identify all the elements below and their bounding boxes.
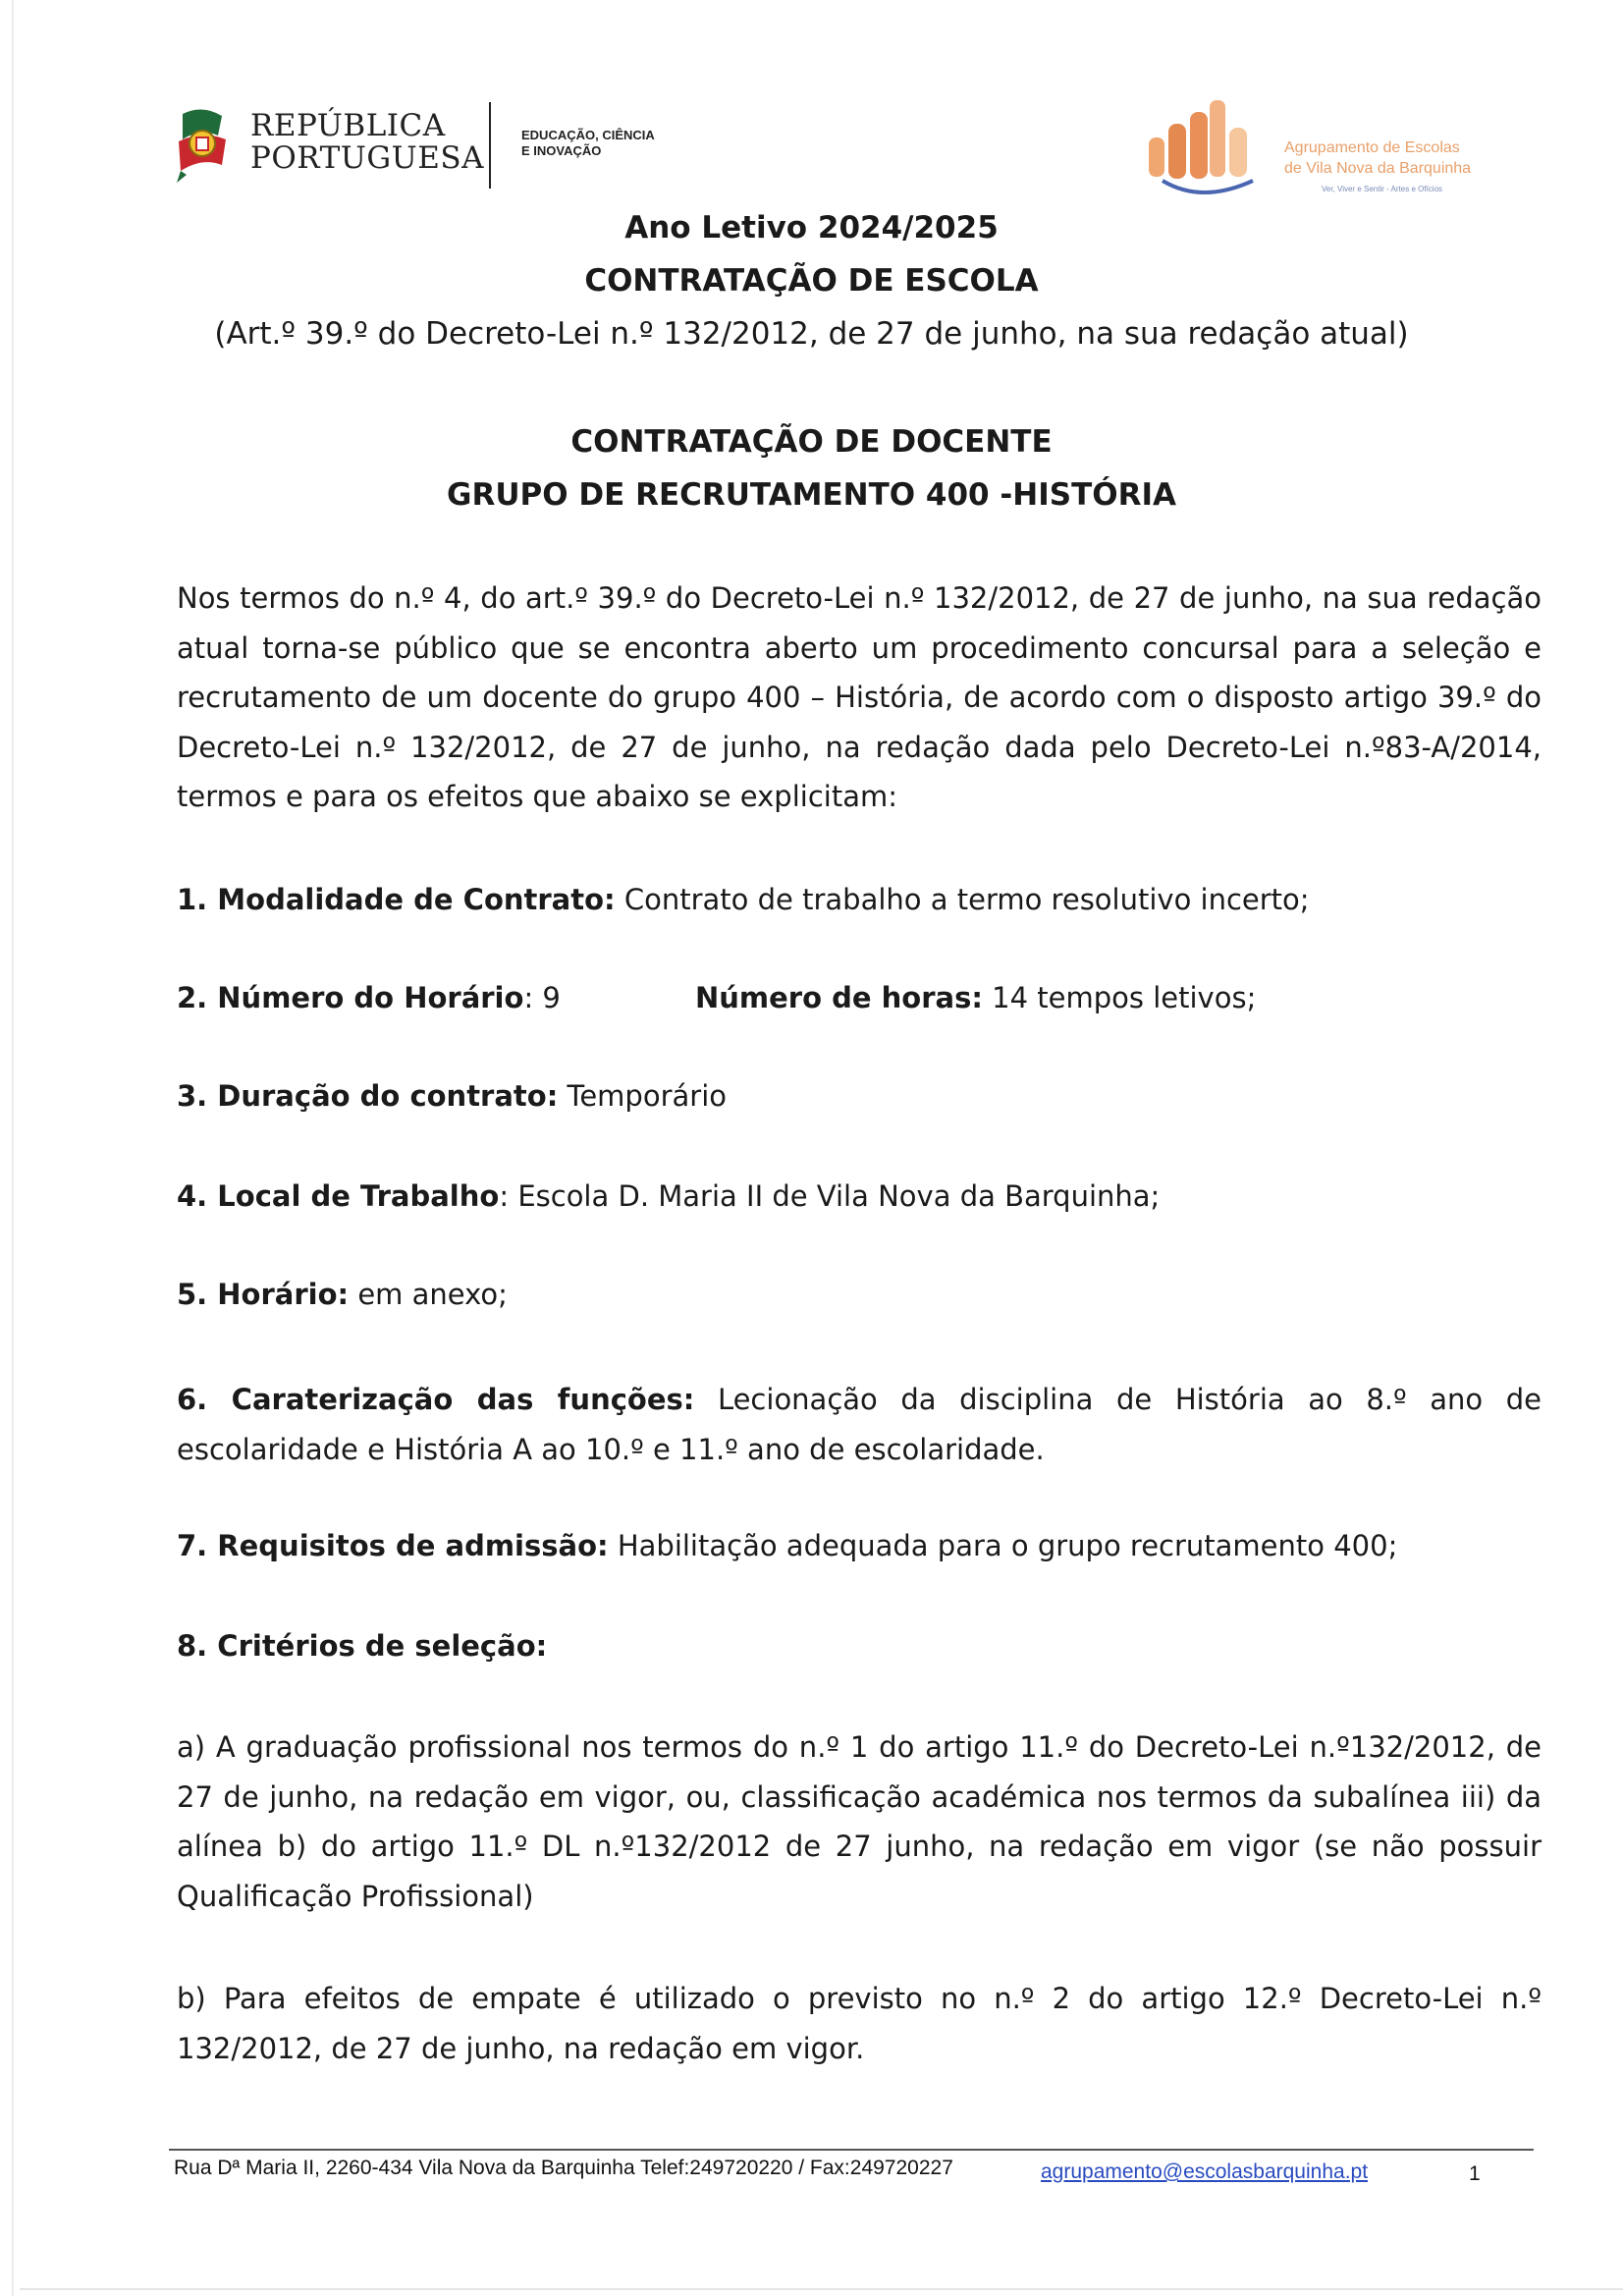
republic-line1: REPÚBLICA [250, 108, 446, 143]
item-value: Temporário [558, 1079, 727, 1113]
footer-address: Rua Dª Maria II, 2260-434 Vila Nova da Barquinha Telef:249720220 / Fax:249720227 [174, 2157, 953, 2179]
ministry-line2: E INOVAÇÃO [521, 143, 602, 158]
school-name-line1: Agrupamento de Escolas [1284, 139, 1460, 156]
item-duration [177, 1076, 1542, 1116]
criterion-a: a) A graduação profissional nos termos do n.º 1 do artigo 11.º do Decreto-Lei n.º132/2012, de 27 de junho, na redação em vigor, ou, classificação académica nos termos da subalínea iii) da alínea b) do artigo 11.º DL n.º132/2012 de 27 junho, na redação em vigor (se não possuir Qualificação Profissional) [177, 1730, 1542, 1913]
page-bottom-edge [20, 2288, 1623, 2290]
contract-title: CONTRATAÇÃO DE ESCOLA [584, 263, 1039, 299]
intro-paragraph: Nos termos do n.º 4, do art.º 39.º do Decreto-Lei n.º 132/2012, de 27 de junho, na sua redação atual torna-se público que se encontra aberto um procedimento concursal para a seleção e recrutamento de um docente do grupo 400 – História, de acordo com o disposto artigo 39.º do Decreto-Lei n.º 132/2012, de 27 de junho, na redação dada pelo Decreto-Lei n.º83-A/2014, termos e para os efeitos que abaixo se explicitam: [177, 581, 1542, 813]
item-label: Número de horas: [695, 981, 983, 1014]
item-label: 3. Duração do contrato: [177, 1079, 559, 1113]
teacher-contract-title: CONTRATAÇÃO DE DOCENTE [570, 424, 1053, 460]
item-requirements [177, 1526, 1542, 1565]
item-label: 5. Horário: [177, 1278, 350, 1311]
ministry-label [521, 128, 655, 159]
school-slogan: Ver, Viver e Sentir - Artes e Ofícios [1322, 185, 1443, 193]
item-value: : 9 [523, 981, 561, 1014]
republic-emblem-icon [173, 106, 240, 185]
footer-rule [169, 2149, 1534, 2151]
item-label: 7. Requisitos de admissão: [177, 1529, 609, 1562]
item-value: Lecionação da disciplina de História ao 8.º ano de escolaridade e História A ao 10.º e 11.º ano de escolaridade. [177, 1383, 1542, 1466]
item-selection-criteria: 8. Critérios de seleção: [177, 1629, 548, 1663]
item-label: 2. Número do Horário [177, 981, 524, 1014]
item-duties [177, 1375, 1542, 1474]
header-divider [489, 102, 491, 189]
school-name-line2: de Vila Nova da Barquinha [1284, 160, 1472, 177]
item-label: 1. Modalidade de Contrato: [177, 883, 616, 916]
school-year-title: Ano Letivo 2024/2025 [624, 210, 999, 246]
item-workplace [177, 1176, 1542, 1216]
page-number: 1 [1469, 2162, 1481, 2185]
republic-line2: PORTUGUESA [250, 140, 485, 176]
school-logo-icon [1143, 90, 1267, 204]
ministry-line1: EDUCAÇÃO, CIÊNCIA [521, 128, 655, 142]
legal-reference: (Art.º 39.º do Decreto-Lei n.º 132/2012, de 27 de junho, na sua redação atual) [214, 316, 1409, 352]
item-label: 4. Local de Trabalho [177, 1179, 500, 1213]
item-value: Contrato de trabalho a termo resolutivo incerto; [615, 883, 1310, 916]
footer-email-link[interactable]: agrupamento@escolasbarquinha.pt [1041, 2160, 1369, 2183]
criterion-b: b) Para efeitos de empate é utilizado o previsto no n.º 2 do artigo 12.º Decreto-Lei n.º 132/2012, de 27 de junho, na redação em vigor. [177, 1982, 1542, 2065]
item-hours [695, 978, 1540, 1017]
item-value: 14 tempos letivos; [982, 981, 1257, 1014]
item-contract-type [177, 880, 1542, 919]
republic-title [250, 110, 484, 175]
item-value: Habilitação adequada para o grupo recrutamento 400; [608, 1529, 1398, 1562]
item-label: 6. Caraterização das funções: [177, 1383, 695, 1416]
recruitment-group-title: GRUPO DE RECRUTAMENTO 400 -HISTÓRIA [447, 477, 1176, 513]
item-value: : Escola D. Maria II de Vila Nova da Barquinha; [499, 1179, 1161, 1213]
item-value: em anexo; [349, 1278, 508, 1311]
school-name [1284, 137, 1471, 179]
item-timetable [177, 1275, 1542, 1314]
